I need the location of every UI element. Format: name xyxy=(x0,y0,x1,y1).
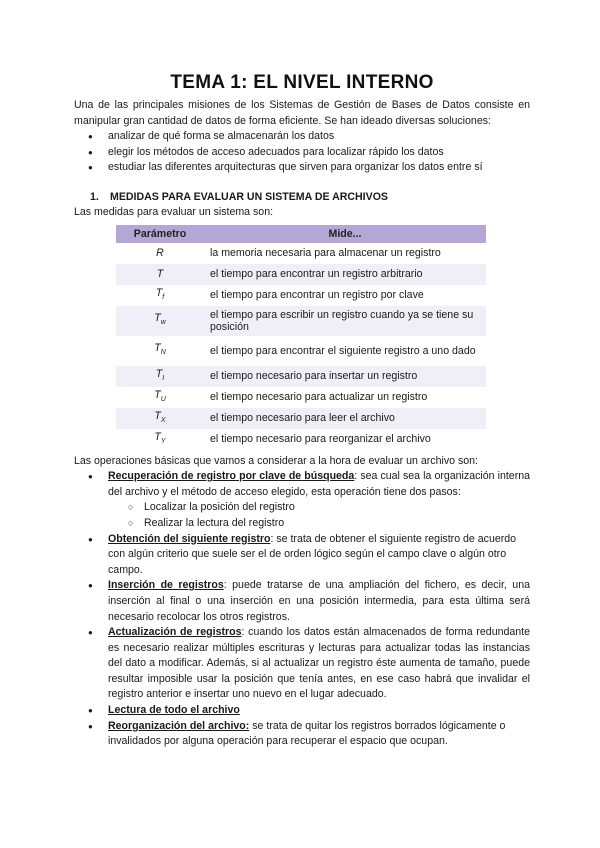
operations-lead: Las operaciones básicas que vamos a considerar a la hora de evaluar un archivo son: xyxy=(74,454,478,467)
table-row xyxy=(116,243,486,264)
list-item: ● estudiar las diferentes arquitecturas que sirven para organizar los datos entre sí xyxy=(74,160,530,176)
table-cell-param: $T_X$ xyxy=(116,408,204,429)
section-number: 1. xyxy=(90,190,99,203)
table-header-desc: Mide... xyxy=(204,225,486,243)
param-subscript: U xyxy=(160,395,166,403)
table-header-param: Parámetro xyxy=(116,225,204,243)
intro-list xyxy=(74,129,530,176)
section-title: MEDIDAS PARA EVALUAR UN SISTEMA DE ARCHIVOS xyxy=(110,190,389,203)
operation-title: Reorganización del archivo: xyxy=(108,719,250,732)
table-row xyxy=(116,429,486,450)
measures-table xyxy=(116,225,486,450)
operation-text: : puede tratarse de una ampliación del fichero, es decir, una inserción al final o una inserción en una posición intermedia, para esta última será necesario recolocar los otros registros. xyxy=(108,579,530,623)
table-row xyxy=(116,336,486,366)
param-subscript: w xyxy=(160,319,166,327)
param-subscript: I xyxy=(162,374,165,382)
list-item xyxy=(74,719,530,750)
sub-list-item: ○ Realizar la lectura del registro xyxy=(74,516,530,532)
table-cell-desc: el tiempo para encontrar el siguiente registro a uno dado xyxy=(210,344,476,357)
operation-title: Inserción de registros xyxy=(108,579,224,592)
operation-title: Recuperación de registro por clave de búsqueda xyxy=(108,470,355,483)
list-item xyxy=(74,578,530,625)
table-row xyxy=(116,408,486,429)
param-subscript: X xyxy=(160,416,166,424)
document-page xyxy=(74,70,530,750)
table-cell-param: $T_f$ xyxy=(155,286,165,301)
page-title: TEMA 1: EL NIVEL INTERNO xyxy=(170,72,434,93)
table-cell-desc: la memoria necesaria para almacenar un registro xyxy=(210,247,441,260)
operation-text: : sea cual sea la organización interna del archivo y el método de acceso elegido, esta operación tiene dos pasos: xyxy=(108,470,530,498)
operation-title: Actualización de registros xyxy=(108,626,242,639)
table-cell-param: $T_Y$ xyxy=(154,430,166,445)
table-cell-desc: el tiempo necesario para reorganizar el archivo xyxy=(210,433,431,446)
table-cell-param: $T_U$ xyxy=(154,388,166,403)
table-row xyxy=(116,306,486,336)
table-cell-param: $T_N$ xyxy=(154,342,166,357)
list-item xyxy=(74,625,530,703)
table-cell-param: R xyxy=(156,247,164,260)
list-item: ● elegir los métodos de acceso adecuados para localizar rápido los datos xyxy=(74,145,530,161)
operation-title: Lectura de todo el archivo xyxy=(108,704,240,717)
table-row xyxy=(116,366,486,387)
list-item xyxy=(74,703,530,719)
table-cell-param: T xyxy=(116,264,204,285)
table-row xyxy=(116,264,486,285)
operation-title: Obtención del siguiente registro xyxy=(108,532,271,545)
intro-paragraph: Una de las principales misiones de los Sistemas de Gestión de Bases de Datos consiste en manipular gran cantidad de datos de forma eficiente. Se han ideado diversas soluciones: xyxy=(74,99,530,127)
operations-list xyxy=(74,469,530,750)
table-header-row xyxy=(116,225,486,243)
table-row xyxy=(116,285,486,306)
section-heading xyxy=(74,190,530,205)
section-lead: Las medidas para evaluar un sistema son: xyxy=(74,205,274,218)
operation-text: : cuando los datos están almacenados de forma redundante es necesario realizar múltiples escrituras y lecturas para actualizar todas las instancias del dato a modificar. Además, si al actualizar un registro éste aumenta de tamaño, puede resultar imposible usar la posición que tenía antes, en ese caso habrá que invalidar el registro anterior e insertar uno nuevo en el lugar adecuado. xyxy=(108,626,530,701)
table-cell-param: $T_w$ xyxy=(116,306,204,336)
table-cell-desc: el tiempo para encontrar un registro arbitrario xyxy=(204,264,486,285)
table-cell-desc: el tiempo necesario para leer el archivo xyxy=(204,408,486,429)
param-subscript: Y xyxy=(160,437,166,445)
table-cell-desc: el tiempo necesario para insertar un registro xyxy=(204,366,486,387)
list-item: ● analizar de qué forma se almacenarán los datos xyxy=(74,129,530,145)
table-cell-desc: el tiempo para encontrar un registro por clave xyxy=(210,289,424,302)
table-cell-param: $T_I$ xyxy=(116,366,204,387)
param-subscript: f xyxy=(162,293,165,301)
table-cell-desc: el tiempo para escribir un registro cuando ya se tiene su posición xyxy=(204,306,486,336)
table-cell-desc: el tiempo necesario para actualizar un registro xyxy=(210,391,428,404)
operation-text: se trata de quitar los registros borrados lógicamente o invalidados por alguna operación para recuperar el espacio que ocupan. xyxy=(108,719,506,748)
param-subscript: N xyxy=(160,349,166,357)
list-item xyxy=(74,469,530,500)
sub-list-item: ○ Localizar la posición del registro xyxy=(74,500,530,516)
list-item xyxy=(74,532,530,579)
table-row xyxy=(116,387,486,408)
operation-text: : se trata de obtener el siguiente registro de acuerdo con algún criterio que suele ser el de orden lógico según el campo clave o algún otro campo. xyxy=(108,532,517,576)
